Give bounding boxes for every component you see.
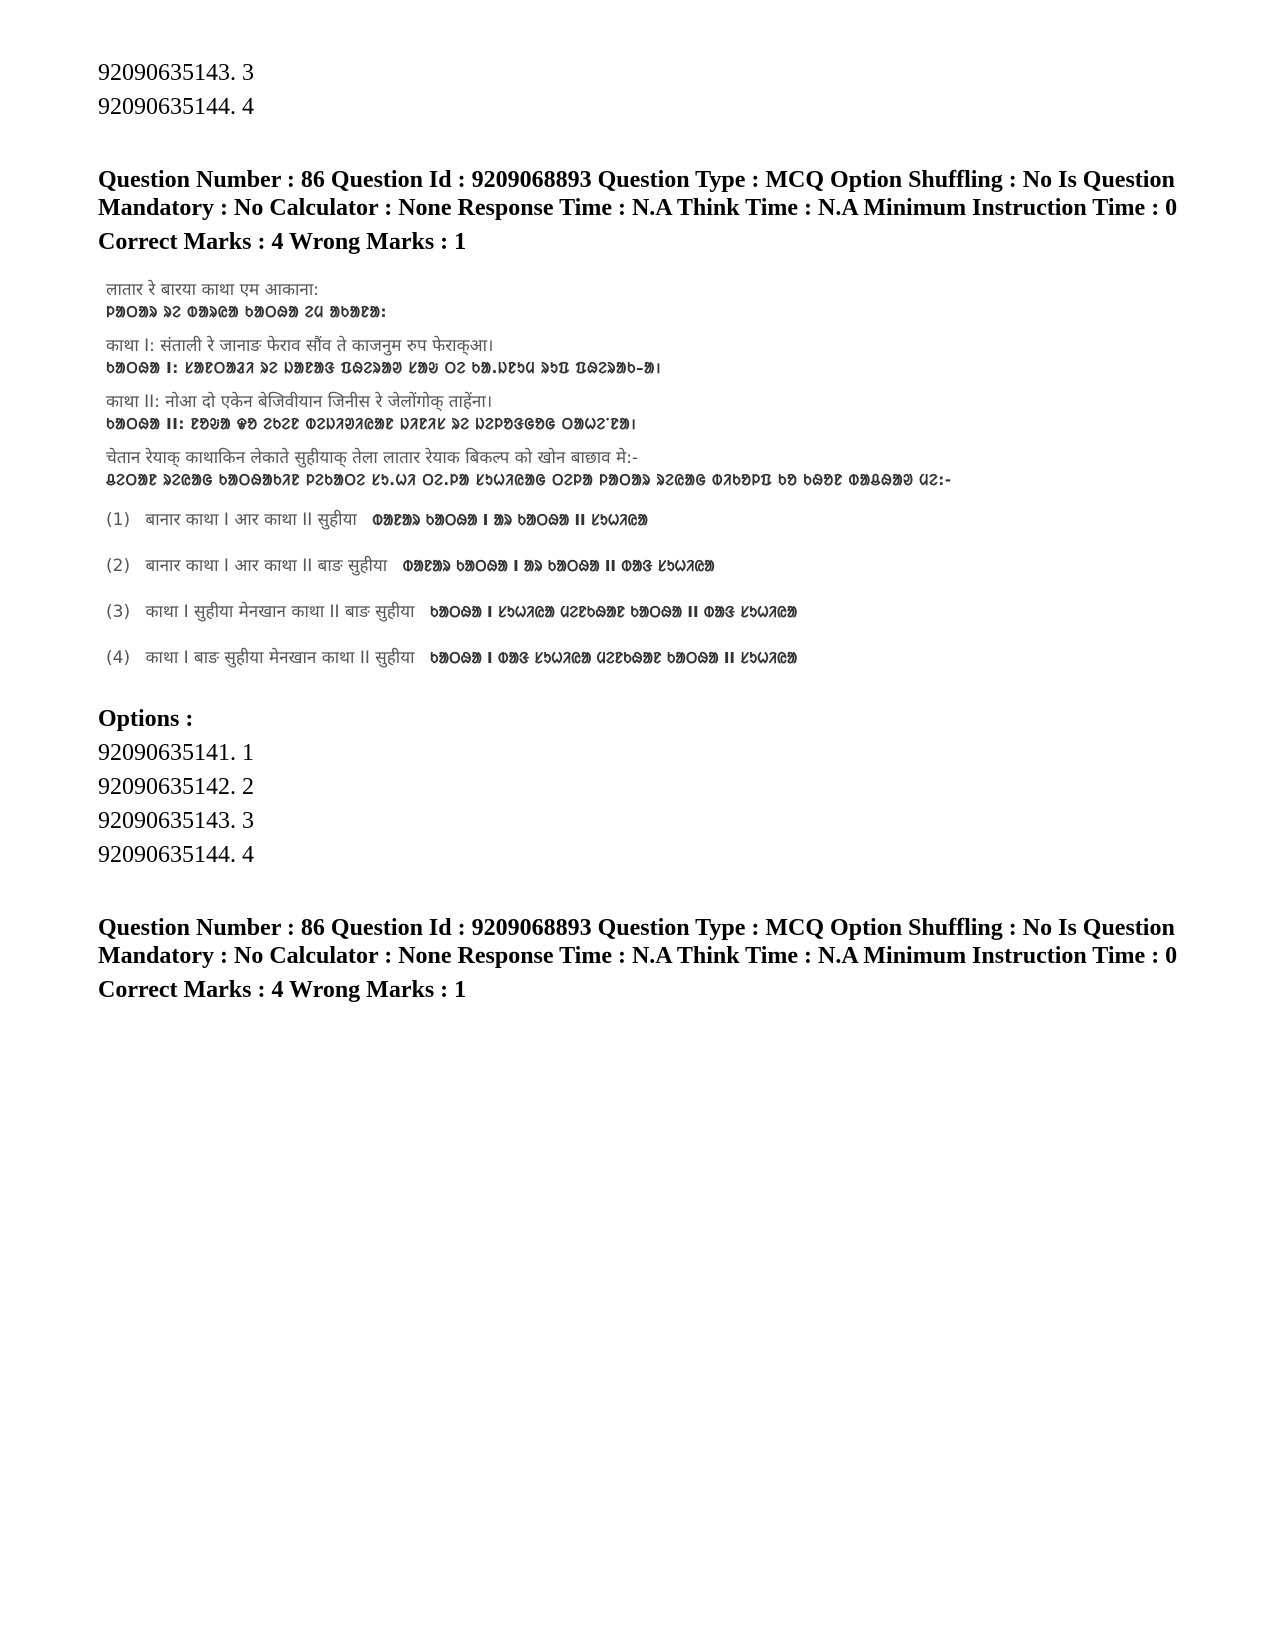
- next-question-header: Question Number : 86 Question Id : 9209068893 Question Type : MCQ Option Shuffling : No Is Question Mandatory : No Calculator : None Response Time : N.A Think Time : N.A Minimum Instruction Time : 0: [98, 915, 1178, 969]
- option-line: 92090635143. 3: [98, 60, 254, 86]
- intro-devanagari: लातार रे बारया काथा एम आकाना:: [106, 280, 319, 300]
- intro-olchiki: ᱞᱟᱛᱟᱨ ᱨᱮ ᱵᱟᱨᱭᱟ ᱠᱟᱛᱷᱟ ᱮᱢ ᱟᱠᱟᱱᱟ:: [106, 303, 388, 321]
- option-line: 92090635143. 3: [98, 808, 254, 834]
- choice-devanagari: बानार काथा I आर काथा II बाङ सुहीया: [145, 556, 388, 576]
- statement-1-olchiki: ᱠᱟᱛᱷᱟ I: ᱥᱟᱱᱛᱟᱲᱤ ᱨᱮ ᱡᱟᱱᱟᱝ ᱯᱷᱮᱨᱟᱣ ᱥᱟᱶ ᱛᱮ ᱠᱟ.ᱡᱱᱩᱢ ᱨᱩᱯ ᱯᱷᱮᱨᱟᱠ–ᱟ।: [106, 359, 662, 377]
- prompt-olchiki: ᱪᱮᱛᱟᱱ ᱨᱮᱭᱟᱜ ᱠᱟᱛᱷᱟᱠᱤᱱ ᱞᱮᱠᱟᱛᱮ ᱥᱩ.ᱦᱤ ᱛᱮ.ᱞᱟ ᱥᱩᱦᱤᱭᱟᱜ ᱛᱮᱞᱟ ᱞᱟᱛᱟᱨ ᱨᱮᱭᱟᱜ ᱵᱤᱠᱚᱞᱯ ᱠᱚ ᱠᱷᱚᱱ ᱵᱟᱪᱷᱟᱣ ᱢᱮ:-: [106, 471, 952, 489]
- options-label: Options :: [98, 706, 194, 732]
- statement-2: [106, 390, 966, 434]
- document-page: [98, 56, 1188, 1004]
- statement-2-devanagari: काथा II: नोआ दो एकेन बेजिवीयान जिनीस रे जेलोंगोक् ताहेंना।: [106, 392, 493, 412]
- next-question-marks: Correct Marks : 4 Wrong Marks : 1: [98, 977, 467, 1003]
- choice-number: (3): [106, 602, 131, 622]
- choice-olchiki: ᱠᱟᱛᱷᱟ I ᱵᱟᱝ ᱥᱩᱦᱤᱭᱟ ᱢᱮᱱᱠᱷᱟᱱ ᱠᱟᱛᱷᱟ II ᱥᱩᱦᱤᱭᱟ: [429, 649, 798, 667]
- question-header: Question Number : 86 Question Id : 9209068893 Question Type : MCQ Option Shuffling : No Is Question Mandatory : No Calculator : None Response Time : N.A Think Time : N.A Minimum Instruction Time : 0: [98, 167, 1178, 221]
- choice-number: (1): [106, 510, 131, 530]
- choice-number: (4): [106, 648, 131, 668]
- question-prompt: [106, 446, 966, 490]
- choice-olchiki: ᱵᱟᱱᱟᱨ ᱠᱟᱛᱷᱟ I ᱟᱨ ᱠᱟᱛᱷᱟ II ᱥᱩᱦᱤᱭᱟ: [372, 511, 648, 529]
- answer-choice-4: [106, 646, 966, 670]
- statement-1-devanagari: काथा I: संताली रे जानाङ फेराव सौंव ते काजनुम रुप फेराक्आ।: [106, 336, 494, 356]
- choice-devanagari: काथा I बाङ सुहीया मेनखान काथा II सुहीया: [145, 648, 415, 668]
- option-line: 92090635144. 4: [98, 842, 254, 868]
- question-marks: Correct Marks : 4 Wrong Marks : 1: [98, 229, 467, 255]
- statement-1: [106, 334, 966, 378]
- options-list: [98, 736, 1188, 872]
- statement-2-olchiki: ᱠᱟᱛᱷᱟ II: ᱱᱚᱶᱟ ᱫᱚ ᱮᱠᱮᱱ ᱵᱮᱡᱤᱣᱤᱭᱟᱱ ᱡᱤᱱᱤᱥ ᱨᱮ ᱡᱮᱞᱚᱝᱜᱚᱜ ᱛᱟᱦᱮᱸᱱᱟ।: [106, 415, 637, 433]
- question-image: [106, 278, 966, 670]
- question-intro: [106, 278, 966, 322]
- choice-devanagari: काथा I सुहीया मेनखान काथा II बाङ सुहीया: [145, 602, 415, 622]
- answer-choice-3: [106, 600, 966, 624]
- choice-number: (2): [106, 556, 131, 576]
- answer-choice-1: [106, 508, 966, 532]
- choice-olchiki: ᱠᱟᱛᱷᱟ I ᱥᱩᱦᱤᱭᱟ ᱢᱮᱱᱠᱷᱟᱱ ᱠᱟᱛᱷᱟ II ᱵᱟᱝ ᱥᱩᱦᱤᱭᱟ: [429, 603, 798, 621]
- option-line: 92090635141. 1: [98, 740, 254, 766]
- option-line: 92090635142. 2: [98, 774, 254, 800]
- choice-olchiki: ᱵᱟᱱᱟᱨ ᱠᱟᱛᱷᱟ I ᱟᱨ ᱠᱟᱛᱷᱟ II ᱵᱟᱝ ᱥᱩᱦᱤᱭᱟ: [402, 557, 715, 575]
- prompt-devanagari: चेतान रेयाक् काथाकिन लेकाते सुहीयाक् तेला लातार रेयाक बिकल्प को खोन बाछाव मे:-: [106, 448, 639, 468]
- prev-options-list: [98, 56, 1188, 124]
- choice-devanagari: बानार काथा I आर काथा II सुहीया: [145, 510, 357, 530]
- answer-choice-2: [106, 554, 966, 578]
- option-line: 92090635144. 4: [98, 94, 254, 120]
